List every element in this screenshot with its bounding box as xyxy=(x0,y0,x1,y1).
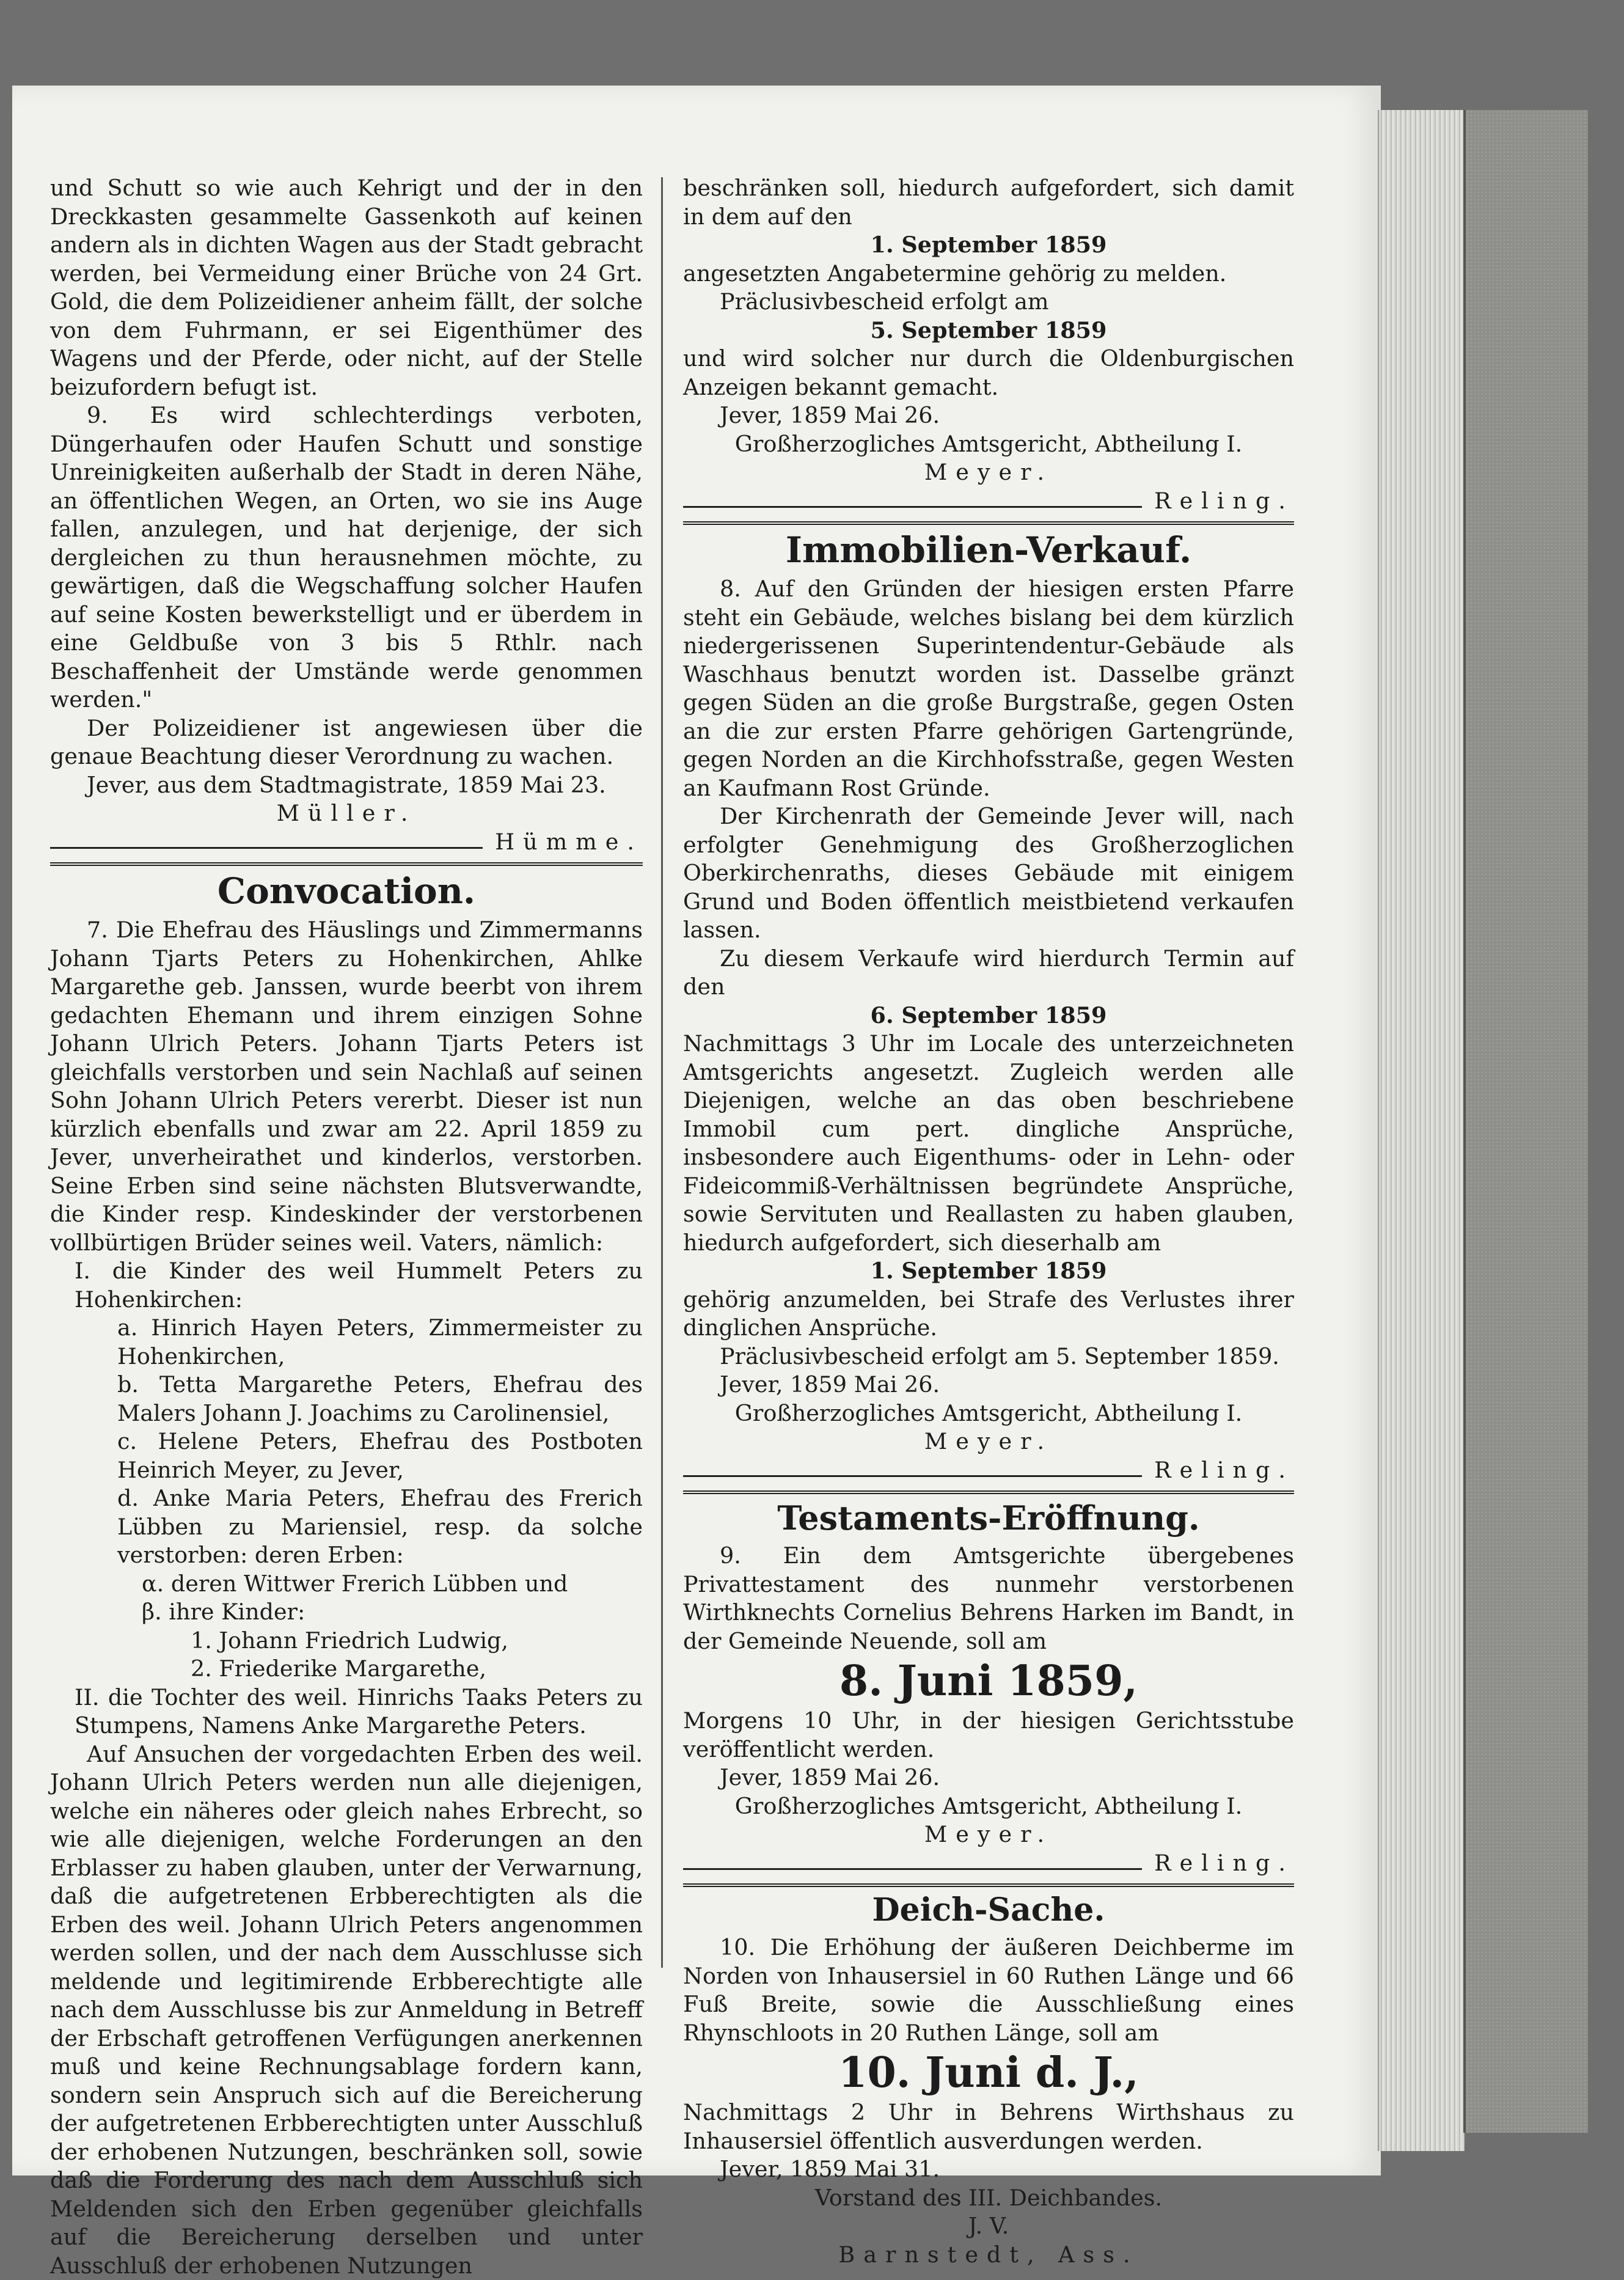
signer-4: Barnstedt, Ass. xyxy=(683,2241,1294,2270)
book-cover xyxy=(1463,110,1588,2133)
signature-rule-3 xyxy=(683,1868,1142,1870)
oldenburg-notice: und wird solcher nur durch die Oldenburgischen Anzeigen bekannt gemacht. xyxy=(683,345,1294,401)
signature-rule-1 xyxy=(683,506,1142,508)
date-1: 1. September 1859 xyxy=(683,231,1294,260)
heir-item-b: b. Tetta Margarethe Peters, Ehefrau des Malers Johann J. Joachims zu Carolinensiel, xyxy=(50,1371,643,1428)
signature-rule-2 xyxy=(683,1475,1142,1477)
police-paragraph: Der Polizeidiener ist angewiesen über die genaue Beachtung dieser Verordnung zu wachen. xyxy=(50,714,643,771)
in-lieu: J. V. xyxy=(683,2212,1294,2241)
place-date-3: Jever, 1859 Mai 26. xyxy=(683,1764,1294,1792)
heir-item-I: I. die Kinder des weil Hummelt Peters zu Hohenkirchen: xyxy=(50,1257,643,1314)
signer-3: Meyer. xyxy=(683,1820,1294,1849)
place-date-4: Jever, 1859 Mai 31. xyxy=(683,2155,1294,2184)
column-divider xyxy=(661,177,663,1968)
date-4: 1. September 1859 xyxy=(683,1257,1294,1286)
church-council-paragraph: Der Kirchenrath der Gemeinde Jever will, nach erfolgter Genehmigung des Großherzoglichen Oberkirchenraths, dieses Gebäude mit einigem Grund und Boden öffentlich meistbietend verkaufen lassen. xyxy=(683,802,1294,945)
board: Vorstand des III. Deichbandes. xyxy=(683,2184,1294,2213)
place-date: Jever, aus dem Stadtmagistrate, 1859 Mai 23. xyxy=(50,771,643,800)
signature-rule xyxy=(50,847,483,849)
court-3: Großherzogliches Amtsgericht, Abtheilung I. xyxy=(683,1792,1294,1821)
heir-item-beta-1: 1. Johann Friedrich Ludwig, xyxy=(50,1627,643,1655)
clerk-line-2 xyxy=(683,1456,1294,1485)
testament-heading: Testaments-Eröffnung. xyxy=(683,1490,1294,1538)
clerk-line-1 xyxy=(683,487,1294,516)
real-estate-heading: Immobilien-Verkauf. xyxy=(683,521,1294,571)
morning-text: Morgens 10 Uhr, in der hiesigen Gerichtsstube veröffentlicht werden. xyxy=(683,1707,1294,1764)
signer-1: Meyer. xyxy=(683,458,1294,487)
place-date-2: Jever, 1859 Mai 26. xyxy=(683,1371,1294,1399)
date-2: 5. September 1859 xyxy=(683,317,1294,345)
dike-heading: Deich-Sache. xyxy=(683,1883,1294,1930)
heir-item-II: II. die Tochter des weil. Hinrichs Taaks Peters zu Stumpens, Namens Anke Margarethe Peters. xyxy=(50,1684,643,1740)
court-1: Großherzogliches Amtsgericht, Abtheilung I. xyxy=(683,430,1294,459)
date-3: 6. September 1859 xyxy=(683,1002,1294,1030)
continued-paragraph: und Schutt so wie auch Kehrigt und der in den Dreckkasten gesammelte Gassenkoth auf keinen andern als in dichten Wagen aus der Stadt gebracht werden, bei Vermeidung einer Brüche von 24 Grt. Gold, die dem Polizeidiener anheim fällt, der solche von dem Fuhrmann, er sei Eigenthümer des Wagens und der Pferde, oder nicht, auf der Stelle beizufordern befugt ist. xyxy=(50,174,643,401)
preclusion-text: Präclusivbescheid erfolgt am xyxy=(683,288,1294,317)
clerk: Hümme. xyxy=(495,828,643,857)
heir-item-c: c. Helene Peters, Ehefrau des Postboten Heinrich Meyer, zu Jever, xyxy=(50,1428,643,1484)
signer: Müller. xyxy=(50,799,643,828)
sale-appointment: Zu diesem Verkaufe wird hierdurch Termin auf den xyxy=(683,945,1294,1002)
paragraph-9: 9. Es wird schlechterdings verboten, Düngerhaufen oder Haufen Schutt und sonstige Unreinigkeiten außerhalb der Stadt in deren Nähe, an öffentlichen Wegen, an Orten, wo sie ins Auge fallen, anzulegen, und hat derjenige, der sich dergleichen zu thun herausnehmen möchte, zu gewärtigen, daß die Wegschaffung solcher Haufen auf seine Kosten bewerkstelligt und er überdem in eine Geldbuße von 3 bis 5 Rthlr. nach Beschaffenheit der Umstände werde genommen werden." xyxy=(50,401,643,714)
clerk-1: Reling. xyxy=(1154,487,1294,516)
signer-2: Meyer. xyxy=(683,1428,1294,1456)
left-column xyxy=(50,174,643,2280)
appointment-text: angesetzten Angabetermine gehörig zu melden. xyxy=(683,260,1294,288)
tender-text: Nachmittags 2 Uhr in Behrens Wirthshaus zu Inhausersiel öffentlich ausverdungen werden. xyxy=(683,2099,1294,2155)
heir-item-a: a. Hinrich Hayen Peters, Zimmermeister zu Hohenkirchen, xyxy=(50,1314,643,1371)
place-date-1: Jever, 1859 Mai 26. xyxy=(683,401,1294,430)
afternoon-paragraph: Nachmittags 3 Uhr im Locale des unterzeichneten Amtsgerichts angesetzt. Zugleich werden alle Diejenigen, welche an das oben beschriebene Immobil cum pert. dingliche Ansprüche, insbesondere auch Eigenthums- oder in Lehn- oder Fideicommiß-Verhältnissen begründete Ansprüche, sowie Servituten und Reallasten zu haben glauben, hiedurch aufgefordert, sich dieserhalb am xyxy=(683,1030,1294,1257)
heir-item-beta-2: 2. Friederike Margarethe, xyxy=(50,1655,643,1684)
paragraph-8: 8. Auf den Gründen der hiesigen ersten Pfarre steht ein Gebäude, welches bislang bei dem kürzlich niedergerissenen Superintendentur-Gebäude als Waschhaus benutzt worden ist. Dasselbe gränzt gegen Süden an die große Burgstraße, gegen Osten an die zur ersten Pfarre gehörigen Gartengründe, gegen Norden an die Kirchhofsstraße, gegen Westen an Kaufmann Rost Gründe. xyxy=(683,575,1294,802)
clerk-line-3 xyxy=(683,1849,1294,1878)
request-paragraph: Auf Ansuchen der vorgedachten Erben des weil. Johann Ulrich Peters werden nun alle diejenigen, welche ein näheres oder gleich nahes Erbrecht, so wie alle diejenigen, welche Forderungen an den Erblasser zu haben glauben, unter der Verwarnung, daß die aufgetretenen Erbberechtigten als die Erben des weil. Johann Ulrich Peters angenommen werden sollen, und der nach dem Ausschlusse sich meldende und legitimirende Erbberechtigte alle nach dem Ausschlusse bis zur Anmeldung in Betreff der Erbschaft getroffenen Verfügungen anerkennen muß und keine Rechnungsablage fordern kann, sondern sein Anspruch sich auf die Bereicherung der aufgetretenen Erbberechtigten unter Ausschluß der erhobenen Nutzungen, beschränken soll, sowie daß die Forderung des nach dem Ausschluß sich Meldenden sich den Erben gegenüber gleichfalls auf die Bereicherung derselben und unter Ausschluß der erhobenen Nutzungen xyxy=(50,1740,643,2280)
book-page-edges xyxy=(1378,110,1465,2151)
date-5: 8. Juni 1859, xyxy=(683,1655,1294,1707)
convocation-heading: Convocation. xyxy=(50,862,643,912)
registration-text: gehörig anzumelden, bei Strafe des Verlustes ihrer dinglichen Ansprüche. xyxy=(683,1286,1294,1343)
heir-item-d: d. Anke Maria Peters, Ehefrau des Frerich Lübben zu Mariensiel, resp. da solche verstorben: deren Erben: xyxy=(50,1484,643,1570)
clerk-line xyxy=(50,828,643,857)
heir-item-alpha: α. deren Wittwer Frerich Lübben und xyxy=(50,1570,643,1599)
clerk-2: Reling. xyxy=(1154,1456,1294,1485)
paragraph-10: 10. Die Erhöhung der äußeren Deichberme im Norden von Inhausersiel in 60 Ruthen Länge und 66 Fuß Breite, sowie die Ausschließung eines Rhynschloots in 20 Ruthen Länge, soll am xyxy=(683,1934,1294,2047)
paragraph-7: 7. Die Ehefrau des Häuslings und Zimmermanns Johann Tjarts Peters zu Hohenkirchen, Ahlke Margarethe geb. Janssen, wurde beerbt von ihrem gedachten Ehemann und ihrem einzigen Sohne Johann Ulrich Peters. Johann Tjarts Peters ist gleichfalls verstorben und sein Nachlaß auf seinen Sohn Johann Ulrich Peters vererbt. Dieser ist nun kürzlich ebenfalls und zwar am 22. April 1859 zu Jever, unverheirathet und kinderlos, verstorben. Seine Erben sind seine nächsten Blutsverwandte, die Kinder resp. Kindeskinder der verstorbenen vollbürtigen Brüder seines weil. Vaters, nämlich: xyxy=(50,916,643,1257)
preclusion-text-2: Präclusivbescheid erfolgt am 5. September 1859. xyxy=(683,1343,1294,1371)
paragraph-9-right: 9. Ein dem Amtsgerichte übergebenes Privattestament des nunmehr verstorbenen Wirthknechts Cornelius Behrens Harken im Bandt, in der Gemeinde Neuende, soll am xyxy=(683,1542,1294,1655)
right-column xyxy=(683,174,1294,2269)
continued-paragraph-right: beschränken soll, hiedurch aufgefordert, sich damit in dem auf den xyxy=(683,174,1294,231)
heir-item-beta: β. ihre Kinder: xyxy=(50,1598,643,1627)
date-6: 10. Juni d. J., xyxy=(683,2047,1294,2099)
clerk-3: Reling. xyxy=(1154,1849,1294,1878)
court-2: Großherzogliches Amtsgericht, Abtheilung I. xyxy=(683,1399,1294,1428)
